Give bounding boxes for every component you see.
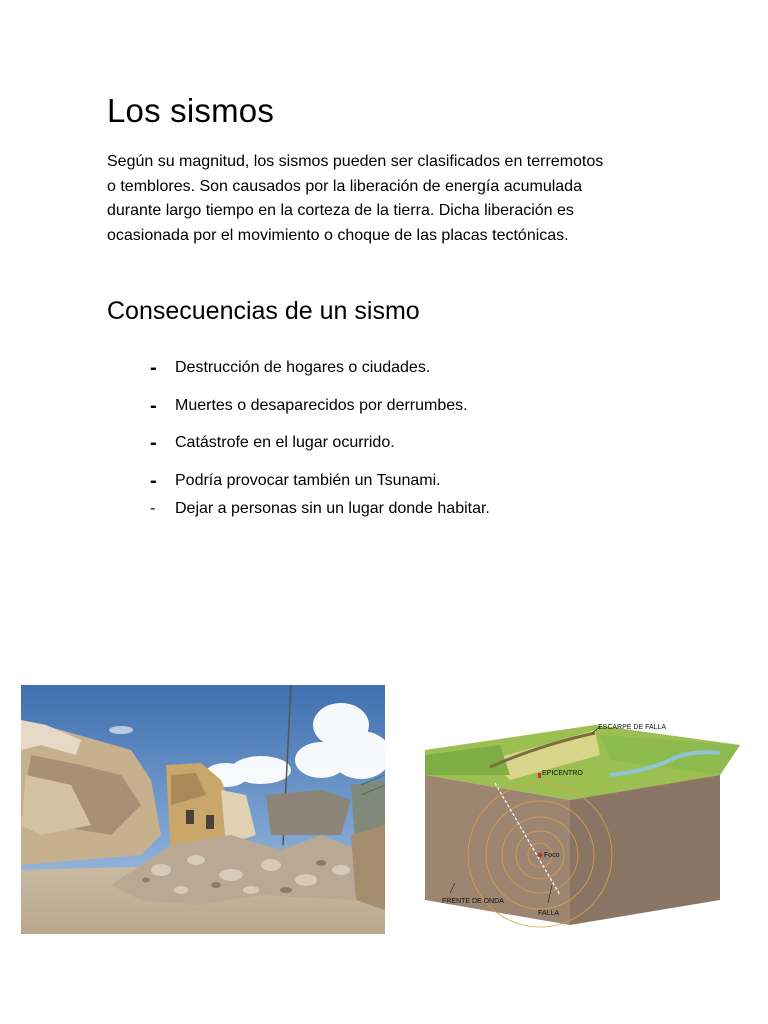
paragraph-line: o temblores. Son causados por la liberación de energía acumulada bbox=[107, 177, 582, 195]
bullet-dash: - bbox=[150, 432, 157, 454]
ruins-illustration bbox=[21, 685, 385, 934]
earthquake-diagram bbox=[420, 705, 750, 930]
section-heading: Consecuencias de un sismo bbox=[107, 297, 420, 325]
list-item-text: Dejar a personas sin un lugar donde habitar. bbox=[175, 500, 490, 517]
list-item-text: Muertes o desaparecidos por derrumbes. bbox=[175, 397, 468, 414]
list-item-text: Podría provocar también un Tsunami. bbox=[175, 472, 441, 489]
fault-block-illustration bbox=[420, 705, 750, 930]
label-epicentro: EPICENTRO bbox=[542, 770, 583, 777]
list-item-text: Destrucción de hogares o ciudades. bbox=[175, 359, 431, 376]
earthquake-ruins-photo bbox=[21, 685, 385, 934]
bullet-dash: - bbox=[150, 470, 157, 492]
intro-paragraph bbox=[107, 150, 667, 248]
paragraph-line: durante largo tiempo en la corteza de la tierra. Dicha liberación es bbox=[107, 202, 574, 219]
bullet-dash: - bbox=[150, 395, 157, 417]
label-frente: FRENTE DE ONDA bbox=[442, 898, 504, 905]
paragraph-line: Según su magnitud, los sismos pueden ser clasificados en terremotos bbox=[107, 153, 604, 170]
label-falla: FALLA bbox=[538, 910, 560, 917]
list-item-text: Catástrofe en el lugar ocurrido. bbox=[175, 434, 395, 451]
label-foco: Foco bbox=[544, 852, 560, 859]
label-escarpe: ESCARPE DE FALLA bbox=[598, 724, 667, 731]
paragraph-line: ocasionada por el movimiento o choque de las placas tectónicas. bbox=[107, 226, 569, 244]
page-title: Los sismos bbox=[107, 92, 275, 129]
bullet-dash: - bbox=[150, 357, 157, 379]
bullet-dash: - bbox=[150, 500, 156, 517]
